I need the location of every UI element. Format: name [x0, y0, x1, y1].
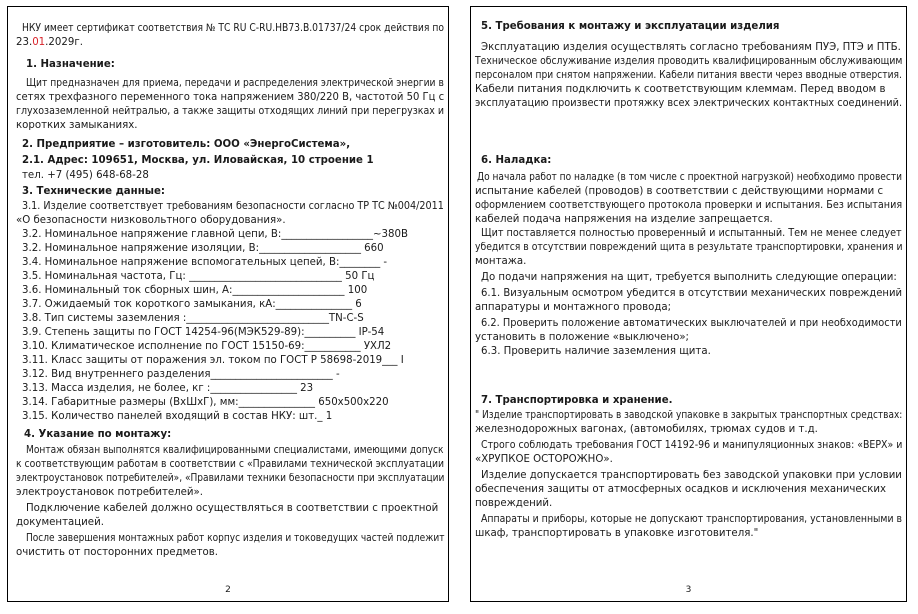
text-line: Аппараты и приборы, которые не допускают транспортирования, установленными в	[481, 514, 902, 525]
manufacturer-phone: тел. +7 (495) 648-68-28	[22, 170, 149, 181]
text-line: сетях трехфазного переменного тока напряжением 380/220 В, частотой 50 Гц с	[16, 92, 445, 103]
text-line: электроустановок потребителей», «Правилами техники безопасности при эксплуатации	[16, 473, 445, 484]
text-line: документацией.	[16, 517, 104, 528]
text-line: оформлением соответствующего протокола проверки и испытания. Без испытания	[475, 200, 903, 211]
spec-row: 3.12. Вид внутреннего разделения________________________ -	[22, 369, 340, 380]
text-line: установить в положение «выключено»;	[475, 332, 689, 343]
text-line: Эксплуатацию изделия осуществлять согласно требованиям ПУЭ, ПТЭ и ПТБ.	[481, 42, 901, 53]
text-line: Монтаж обязан выполнятся квалифицированными специалистами, имеющими допуск	[26, 445, 444, 456]
document-page-3	[470, 6, 907, 602]
page-number: 2	[225, 585, 231, 595]
section-heading-purpose: 1. Назначение:	[26, 59, 115, 70]
text-line: Кабели питания подключить к соответствующим клеммам. Перед вводом в	[475, 84, 886, 95]
text-line: к соответствующим работам в соответствии с «Правилами технической эксплуатации	[16, 459, 445, 470]
text-line: повреждений.	[475, 498, 553, 509]
text-line: 3.1. Изделие соответствует требованиям безопасности согласно ТР ТС №004/2011	[22, 201, 444, 212]
text-line: монтажа.	[475, 256, 527, 267]
text-line: железнодорожных вагонах, (автомобилях, трюмах судов и т.д.	[475, 424, 818, 435]
text-line: испытание кабелей (проводов) в соответствии с действующими нормами с	[475, 186, 884, 197]
text-line: электроустановок потребителей».	[16, 487, 204, 498]
text-line: Строго соблюдать требования ГОСТ 14192-96 и манипуляционных знаков: «ВЕРХ» и	[481, 440, 903, 451]
text-line: 6.3. Проверить наличие заземления щита.	[481, 346, 711, 357]
text-line: очистить от посторонних предметов.	[16, 547, 218, 558]
text-line: глухозаземленной нейтралью, а также защиты отходящих линий при перегрузках и	[16, 106, 445, 117]
text-line: кабелей подача напряжения на изделие запрещается.	[475, 214, 773, 225]
certificate-line: НКУ имеет сертификат соответствия № ТС RU C-RU.НВ73.В.01737/24 срок действия по	[22, 23, 444, 34]
spec-row: 3.2. Номинальное напряжение изоляции, В:____________________ 660	[22, 243, 384, 254]
text-line: Щит предназначен для приема, передачи и распределения электрической энергии в	[26, 78, 444, 89]
text-line: шкаф, транспортировать в упаковке изготовителя."	[475, 528, 759, 539]
text-line: До начала работ по наладке (в том числе с проектной нагрузкой) необходимо провести	[477, 172, 902, 183]
section-heading-setup: 6. Наладка:	[481, 155, 552, 166]
text-line: «ХРУПКОЕ ОСТОРОЖНО».	[475, 454, 613, 465]
text-line: обеспечения защиты от атмосферных осадков и исключения механических	[475, 484, 887, 495]
text-line: 6.2. Проверить положение автоматических выключателей и при необходимости	[481, 318, 902, 329]
manufacturer-address: 2.1. Адрес: 109651, Москва, ул. Иловайская, 10 строение 1	[22, 155, 374, 166]
spec-row: 3.14. Габаритные размеры (ВхШхГ), мм:_______________ 650х500х220	[22, 397, 389, 408]
text-line: «О безопасности низковольтного оборудования».	[16, 215, 286, 226]
text-line: коротких замыканиях.	[16, 120, 138, 131]
spec-row: 3.8. Тип системы заземления :____________________________TN-C-S	[22, 313, 364, 324]
text-line: После завершения монтажных работ корпус изделия и токоведущих частей подлежит	[26, 533, 445, 544]
text-line: " Изделие транспортировать в заводской упаковке в закрытых транспортных средствах:	[475, 410, 903, 421]
text-line: Щит поставляется полностью проверенный и испытанный. Тем не менее следует	[481, 228, 902, 239]
spec-row: 3.7. Ожидаемый ток короткого замыкания, кА:_______________ 6	[22, 299, 362, 310]
text-line: Изделие допускается транспортировать без заводской упаковки при условии	[481, 470, 902, 481]
section-heading-operation: 5. Требования к монтажу и эксплуатации изделия	[481, 21, 780, 32]
text-line: До подачи напряжения на щит, требуется выполнить следующие операции:	[481, 272, 897, 283]
spec-row: 3.6. Номинальный ток сборных шин, А:______________________ 100	[22, 285, 368, 296]
spec-row: 3.15. Количество панелей входящий в состав НКУ: шт._ 1	[22, 411, 333, 422]
certificate-validity-date: 23.01.2029г.	[16, 37, 83, 48]
spec-row: 3.2. Номинальное напряжение главной цепи, В:__________________~380В	[22, 229, 408, 240]
spec-row: 3.5. Номинальная частота, Гц: ______________________________ 50 Гц	[22, 271, 375, 282]
text-line: Техническое обслуживание изделия проводить квалифицированным обслуживающим	[475, 56, 903, 67]
spec-row: 3.10. Климатическое исполнение по ГОСТ 15150-69:___________ УХЛ2	[22, 341, 392, 352]
spec-row: 3.11. Класс защиты от поражения эл. током по ГОСТ Р 58698-2019___ I	[22, 355, 404, 366]
document-page-2	[7, 6, 449, 602]
spec-row: 3.9. Степень защиты по ГОСТ 14254-96(МЭК529-89):__________ IP-54	[22, 327, 385, 338]
text-line: 6.1. Визуальным осмотром убедится в отсутствии механических повреждений	[481, 288, 903, 299]
spec-row: 3.13. Масса изделия, не более, кг :_________________ 23	[22, 383, 314, 394]
text-line: убедится в отсутствии повреждений щита в результате транспортировки, хранения и	[475, 242, 903, 253]
text-line: персоналом при снятом напряжении. Кабели питания ввести через вводные отверстия.	[475, 70, 902, 81]
section-heading-tech-data: 3. Технические данные:	[22, 186, 165, 197]
section-heading-installation: 4. Указание по монтажу:	[24, 429, 172, 440]
spec-row: 3.4. Номинальное напряжение вспомогательных цепей, В:________ -	[22, 257, 388, 268]
section-heading-transport: 7. Транспортировка и хранение.	[481, 395, 673, 406]
text-line: эксплуатацию произвести протяжку всех электрических контактных соединений.	[475, 98, 903, 109]
page-number: 3	[685, 585, 692, 595]
text-line: Подключение кабелей должно осуществляться в соответствии с проектной	[26, 503, 439, 514]
text-line: аппаратуры и монтажного провода;	[475, 302, 672, 313]
section-heading-manufacturer: 2. Предприятие – изготовитель: ООО «ЭнергоСистема»,	[22, 139, 351, 150]
